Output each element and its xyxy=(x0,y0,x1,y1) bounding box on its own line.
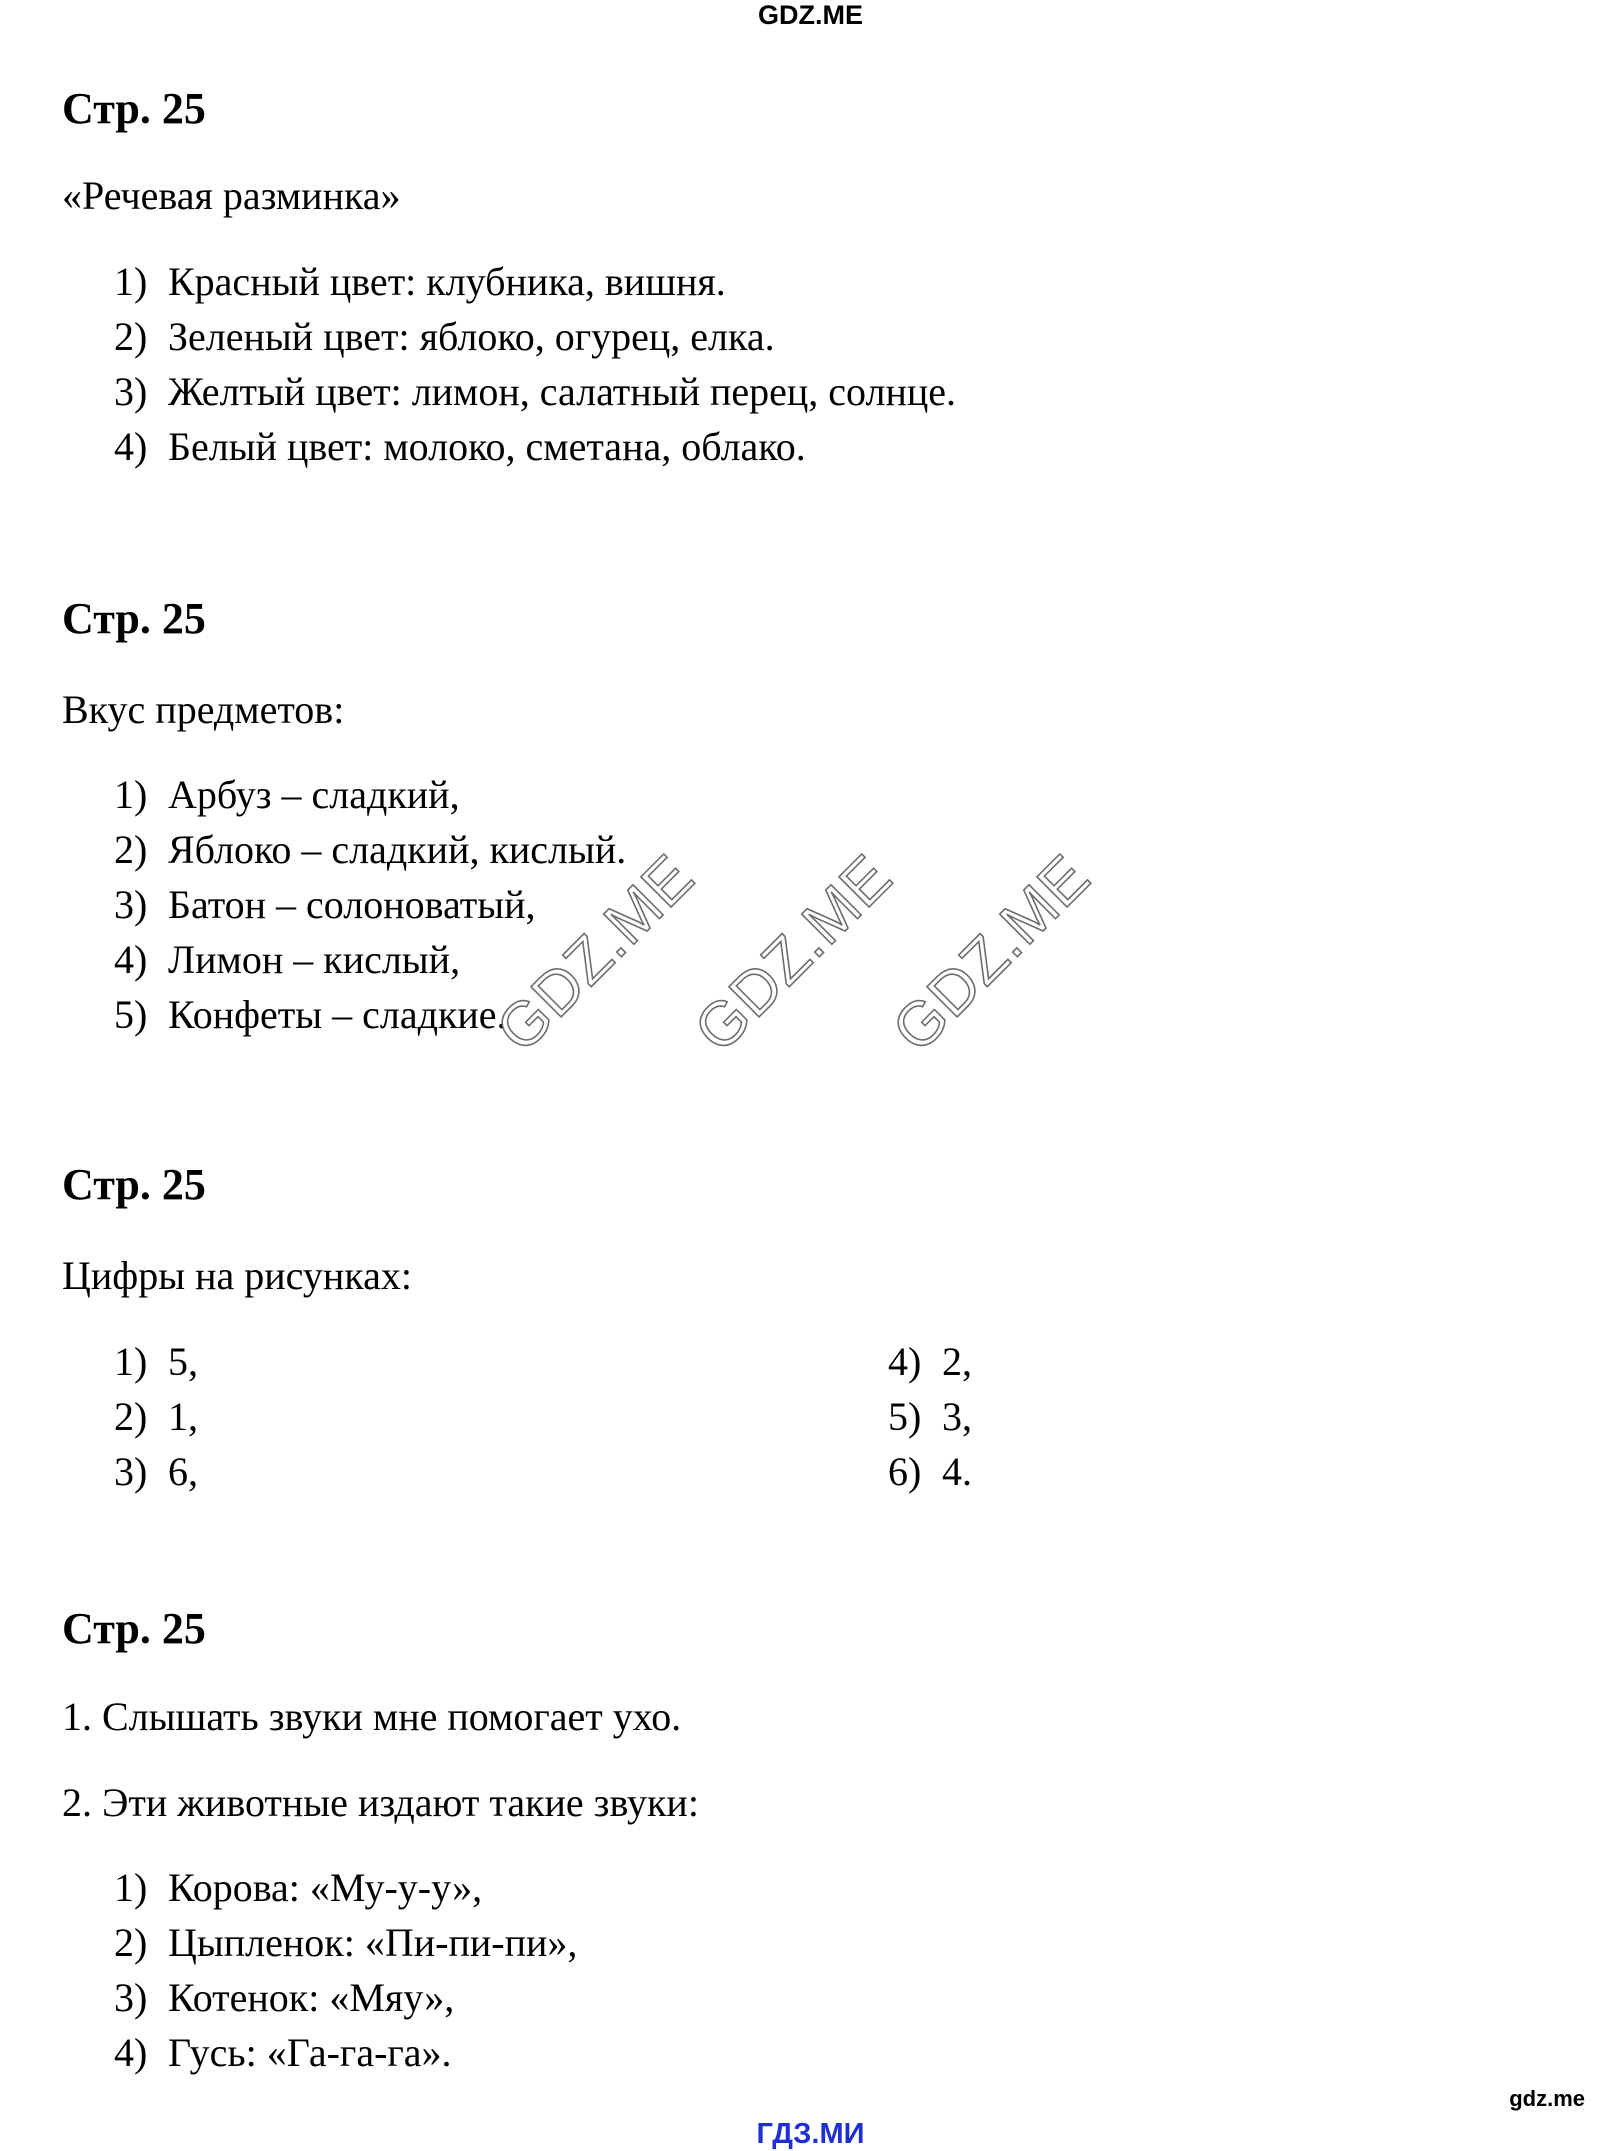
item-number: 4) xyxy=(888,1339,922,1384)
item-number: 3) xyxy=(114,369,148,414)
item-text: Лимон – кислый, xyxy=(168,937,461,982)
section-2-title: Стр. 25 xyxy=(62,594,206,643)
item-number: 1) xyxy=(114,772,148,817)
corner-site-mark: gdz.me xyxy=(1509,2086,1585,2111)
item-text: Котенок: «Мяу», xyxy=(168,1975,455,2020)
section-2-intro: Вкус предметов: xyxy=(62,687,345,732)
item-text: Конфеты – сладкие. xyxy=(168,992,507,1037)
site-footer: ГДЗ.МИ xyxy=(756,2118,865,2150)
item-text: 1, xyxy=(168,1394,198,1439)
watermark-text: GDZ.ME xyxy=(879,841,1104,1066)
item-text: Батон – солоноватый, xyxy=(168,882,536,927)
watermark-text: GDZ.ME xyxy=(681,841,906,1066)
section-3-title: Стр. 25 xyxy=(62,1160,206,1209)
section-1-title: Стр. 25 xyxy=(62,84,206,133)
site-header: GDZ.ME xyxy=(758,0,863,30)
item-text: Корова: «Му-у-у», xyxy=(168,1865,483,1910)
item-number: 3) xyxy=(114,1449,148,1494)
item-text: Зеленый цвет: яблоко, огурец, елка. xyxy=(168,314,775,359)
item-number: 1) xyxy=(114,259,148,304)
item-number: 1) xyxy=(114,1339,148,1384)
item-number: 5) xyxy=(114,992,148,1037)
item-number: 6) xyxy=(888,1449,922,1494)
item-text: Желтый цвет: лимон, салатный перец, солнце. xyxy=(168,369,957,414)
section-1-intro: «Речевая разминка» xyxy=(62,173,401,218)
item-number: 4) xyxy=(114,2030,148,2075)
section-3-intro: Цифры на рисунках: xyxy=(62,1253,412,1298)
item-text: 3, xyxy=(942,1394,972,1439)
section-4-line-1: 1. Слышать звуки мне помогает ухо. xyxy=(62,1694,682,1739)
item-text: Яблоко – сладкий, кислый. xyxy=(168,827,627,872)
section-4-title: Стр. 25 xyxy=(62,1604,206,1653)
item-number: 1) xyxy=(114,1865,148,1910)
item-text: Арбуз – сладкий, xyxy=(168,772,460,817)
item-number: 5) xyxy=(888,1394,922,1439)
item-text: Красный цвет: клубника, вишня. xyxy=(168,259,726,304)
item-number: 2) xyxy=(114,314,148,359)
item-number: 2) xyxy=(114,1394,148,1439)
item-text: 4. xyxy=(942,1449,972,1494)
item-number: 4) xyxy=(114,424,148,469)
item-number: 4) xyxy=(114,937,148,982)
item-number: 2) xyxy=(114,827,148,872)
item-text: 6, xyxy=(168,1449,198,1494)
item-text: Цыпленок: «Пи-пи-пи», xyxy=(168,1920,578,1965)
item-text: Белый цвет: молоко, сметана, облако. xyxy=(168,424,806,469)
item-text: 2, xyxy=(942,1339,972,1384)
item-text: Гусь: «Га-га-га». xyxy=(168,2030,452,2075)
item-number: 3) xyxy=(114,1975,148,2020)
section-4-line-2: 2. Эти животные издают такие звуки: xyxy=(62,1780,699,1825)
watermark-text: GDZ.ME xyxy=(483,841,708,1066)
item-number: 3) xyxy=(114,882,148,927)
item-number: 2) xyxy=(114,1920,148,1965)
item-text: 5, xyxy=(168,1339,198,1384)
